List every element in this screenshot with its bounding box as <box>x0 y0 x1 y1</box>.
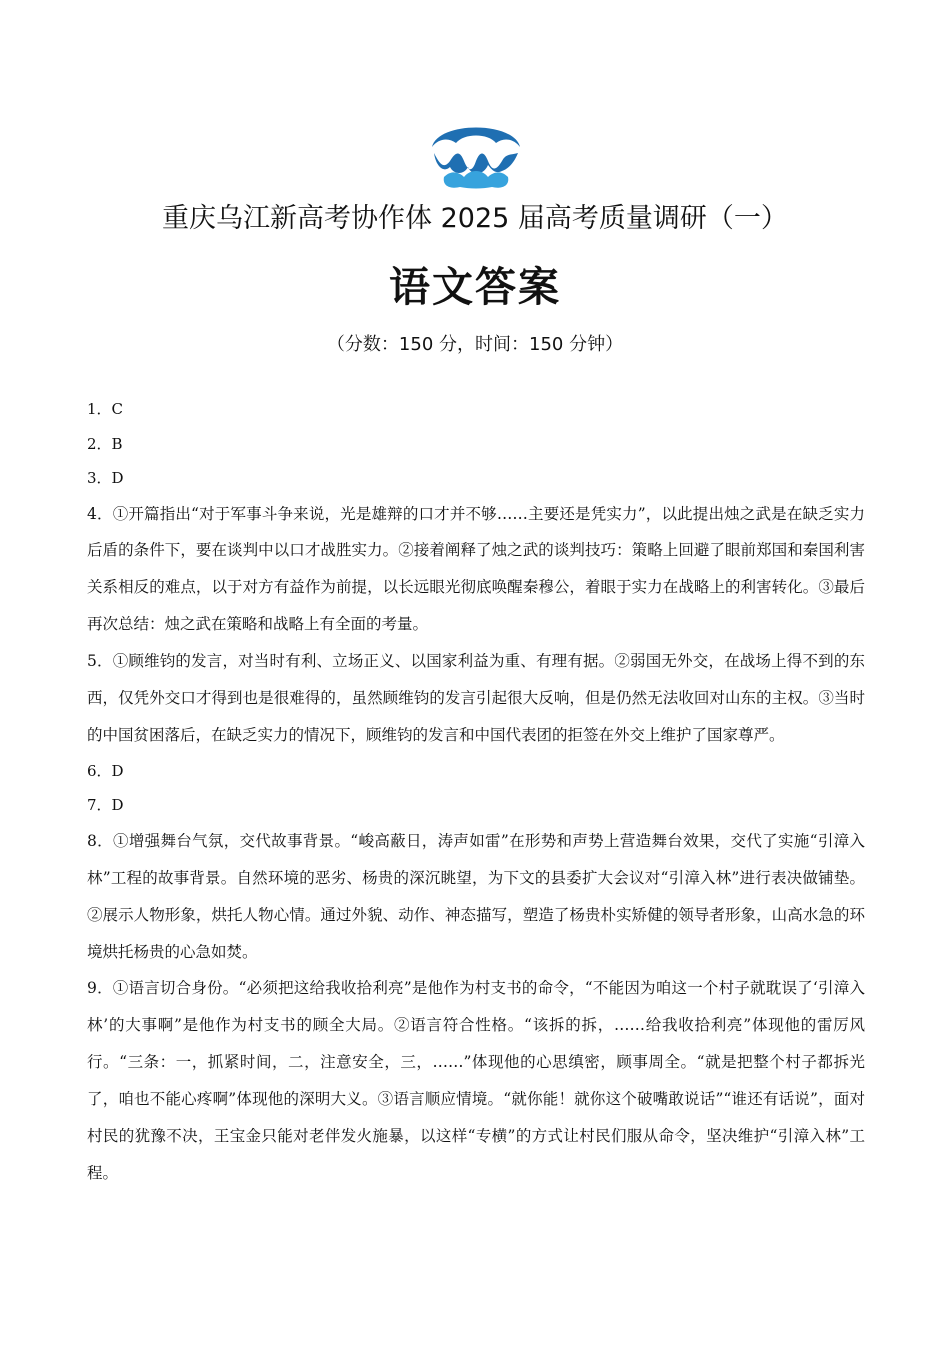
page-title: 语文答案 <box>389 263 561 311</box>
answer-item: 1．C <box>87 400 124 418</box>
answer-item: 2．B <box>87 434 123 453</box>
exam-meta: （分数：150 分，时间：150 分钟） <box>326 334 624 355</box>
answer-paragraph-4: 4．①开篇指出“对于军事斗争来说，光是雄辩的口才并不够……主要还是凭实力”，以此提出烛之武是在缺乏实力后盾的条件下，要在谈判中以口才战胜实力。②接着阐释了烛之武的谈判技巧：策略上回避了眼前郑国和秦国利害关系相反的难点，以于对方有益作为前提，以长远眼光彻底唤醒秦穆公，着眼于实力在战略上的利害转化。③最后再次总结：烛之武在策略和战略上有全面的考量。 <box>87 504 865 634</box>
answer-item: 7．D <box>87 796 124 815</box>
answer-paragraph-8: 8．①增强舞台气氛，交代故事背景。“峻高蔽日，涛声如雷”在形势和声势上营造舞台效果，交代了实施“引漳入林”工程的故事背景。自然环境的恶劣、杨贵的深沉眺望，为下文的县委扩大会议对“引漳入林”进行表决做铺垫。②展示人物形象，烘托人物心情。通过外貌、动作、神态描写，塑造了杨贵朴实矫健的领导者形象，山高水急的环境烘托杨贵的心急如焚。 <box>87 831 865 961</box>
answer-item: 6．D <box>87 761 124 780</box>
answer-paragraph-5: 5．①顾维钧的发言，对当时有利、立场正义、以国家利益为重、有理有据。②弱国无外交，在战场上得不到的东西，仅凭外交口才得到也是很难得的，虽然顾维钧的发言引起很大反响，但是仍然无法收回对山东的主权。③当时的中国贫困落后，在缺乏实力的情况下，顾维钧的发言和中国代表团的拒签在外交上维护了国家尊严。 <box>87 652 865 744</box>
answer-item: 3．D <box>87 469 124 487</box>
logo <box>430 117 522 189</box>
wujiang-alliance-logo-icon <box>430 117 522 189</box>
answer-paragraph-9: 9．①语言切合身份。“必须把这给我收拾利亮”是他作为村支书的命令，“不能因为咱这一个村子就耽误了‘引漳入林’的大事啊”是他作为村支书的顾全大局。②语言符合性格。“该拆的拆，……给我收拾利亮”体现他的雷厉风行。“三条：一，抓紧时间，二，注意安全，三，……”体现他的心思缜密，顾事周全。“就是把整个村子都拆光了，咱也不能心疼啊”体现他的深明大义。③语言顺应情境。“就你能！就你这个破嘴敢说话”“谁还有话说”，面对村民的犹豫不决，王宝金只能对老伴发火施暴，以这样“专横”的方式让村民们服从命令，坚决维护“引漳入林”工程。 <box>87 979 865 1182</box>
exam-subtitle: 重庆乌江新高考协作体 2025 届高考质量调研（一） <box>162 203 788 234</box>
answer-list <box>87 392 865 1192</box>
